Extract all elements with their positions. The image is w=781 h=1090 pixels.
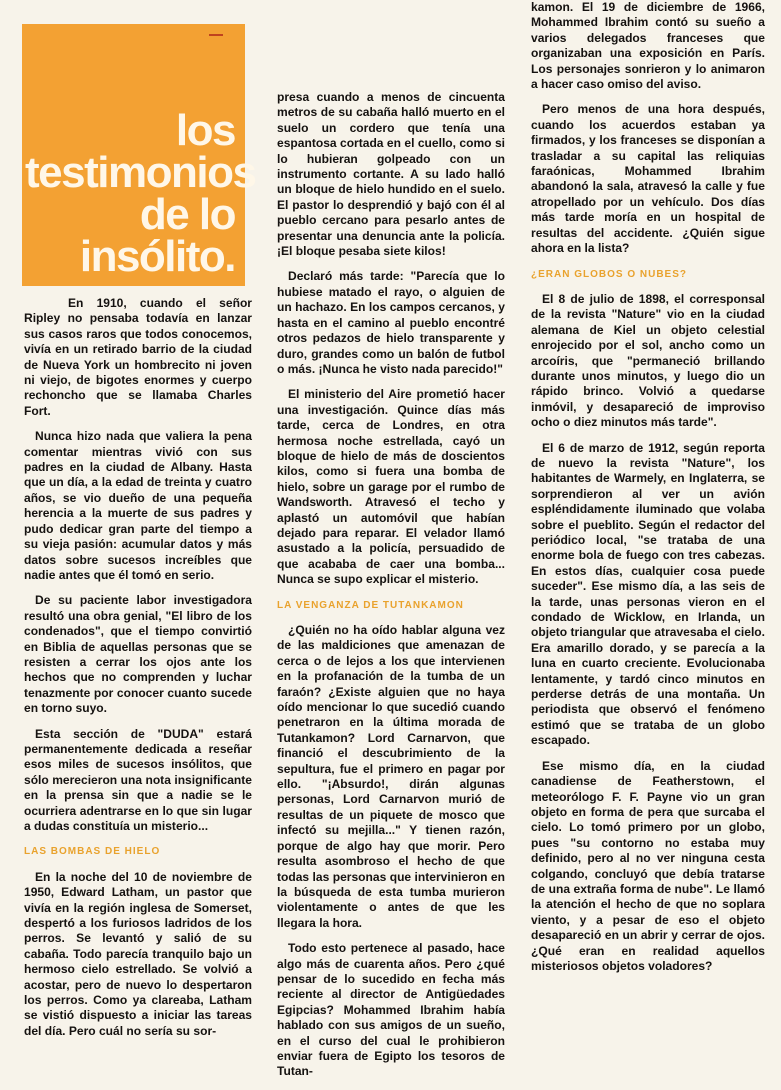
subheading-venganza-tutankamon: LA VENGANZA DE TUTANKAMON [277, 599, 464, 611]
title-accent-mark [209, 34, 223, 36]
column-1 [24, 296, 252, 1049]
subheading-globos-o-nubes: ¿ERAN GLOBOS O NUBES? [531, 268, 688, 280]
paragraph: Esta sección de "DUDA" estará permanentemente dedicada a reseñar esos miles de sucesos insólitos, que sólo merecieron una nota insignificante en la prensa sin que a nadie se le ocurriera adentrarse en lo que sin lugar a dudas constituía un misterio... [24, 726, 252, 833]
title-block [22, 24, 256, 286]
paragraph: El ministerio del Aire prometió hacer una investigación. Quince días más tarde, cerca de Londres, en otra hermosa noche estrellada, cayó un bloque de hielo de más de doscientos kilos, como si fuera una bomba de hielo, sobre un garage por el rumbo de Wandsworth. Atravesó el techo y aplastó un automóvil que habían dejado para reparar. El velador llamó asustado a la policía, persuadido de que acababa de caer una bomba... Nunca se supo explicar el misterio. [277, 387, 505, 587]
paragraph: En 1910, cuando el señor Ripley no pensaba todavía en lanzar sus casos raros que todos conocemos, vivía en un retirado barrio de la ciudad de Nueva York un hombrecito ni joven ni viejo, de bigotes enormes y cuerpo rechoncho que se llamaba Charles Fort. [24, 296, 252, 418]
paragraph: Pero menos de una hora después, cuando los acuerdos estaban ya firmados, y los franceses se disponían a trasladar a su capital las reliquias faraónicas, Mohammed Ibrahim abandonó la sala, atravesó la calle y fue atropellado por un vehículo. Dos días más tarde moría en un hospital de resultas del accidente. ¿Quién sigue ahora en la lista? [531, 102, 765, 256]
paragraph: Ese mismo día, en la ciudad canadiense de Featherstown, el meteorólogo F. F. Payne vio un gran objeto en forma de pera que surcaba el cielo. Lo tomó primero por un globo, pues "su contorno no estaba muy definido, pero al no ver ninguna cesta colgando, concluyó que debía tratarse de una extraña forma de nube". Le llamó la atención el hecho de que no soplara viento, y a pesar de eso el objeto desapareció en un abrir y cerrar de ojos. ¿Qué eran en realidad aquellos misteriosos objetos voladores? [531, 758, 765, 973]
paragraph: presa cuando a menos de cincuenta metros de su cabaña halló muerto en el suelo un cordero que tenía una espantosa cortada en el cuello, como si lo hubieran golpeado con un instrumento cortante. A su lado halló un bloque de hielo hundido en el suelo. El pastor lo desprendió y bajó con él al pueblo cercano para pesarlo antes de presentar una denuncia ante la policía. ¡El bloque pesaba siete kilos! [277, 90, 505, 259]
column-3 [531, 0, 765, 984]
paragraph: Todo esto pertenece al pasado, hace algo más de cuarenta años. Pero ¿qué pensar de lo sucedido en fecha más reciente al director de Antigüedades Egipcias? Mohammed Ibrahim había hablado con sus amigos de un sueño, en el curso del cual le prohibieron enviar fuera de Egipto los tesoros de Tutan- [277, 941, 505, 1079]
paragraph: El 6 de marzo de 1912, según reporta de nuevo la revista "Nature", los habitantes de Warmely, en Inglaterra, se sorprendieron al ver un avión espléndidamente iluminado que volaba sobre el pueblito. Según el redactor del periódico local, "se trataba de una enorme bola de fuego con tres cabezas. En estos días, cualquier cosa puede suceder". Ese mismo día, a las seis de la tarde, unas personas vieron en el condado de Wicklow, en Irlanda, un objeto triangular que atravesaba el cielo. Era amarillo dorado, y se parecía a la luna en cuarto creciente. Evolucionaba lentamente, y tardó cinco minutos en perderse detrás de una montaña. Un periodista que observó el fenómeno estimó que se trataba de un globo escapado. [531, 440, 765, 748]
paragraph: ¿Quién no ha oído hablar alguna vez de las maldiciones que amenazan de cerca o de lejos a los que intervienen en la profanación de la tumba de un faraón? ¿Existe alguien que no haya oído mencionar lo que sucedió cuando penetraron en la última morada de Tutankamon? Lord Carnarvon, que financió el descubrimiento de la sepultura, fue el primero en pagar por ello. "¡Absurdo!, dirán algunas personas, Lord Carnarvon murió de resultas de un piquete de mosco que infectó su mejilla..." Y tienen razón, porque de algo hay que morir. Pero resulta asombroso el hecho de que todas las personas que intervinieron en la búsqueda de esta tumba murieron violentamente o antes de que les llegara la hora. [277, 623, 505, 930]
paragraph: Declaró más tarde: "Parecía que lo hubiese matado el rayo, o alguien de un hachazo. En los campos cercanos, y hasta en el camino al pueblo encontré otros pedazos de hielo transparente y duro, grandes como un balón de futbol o más. ¡Nunca he visto nada parecido!" [277, 269, 505, 376]
article-title: los testimonios de lo insólito. [25, 106, 256, 281]
paragraph: De su paciente labor investigadora resultó una obra genial, "El libro de los condenados", que el tiempo convirtió en Biblia de aquellas personas que se resisten a cerrar los ojos ante los hechos que no comprenden y luchar tenazmente por conocer cuanto sucede en torno suyo. [24, 593, 252, 716]
subheading-bombas-de-hielo: LAS BOMBAS DE HIELO [24, 846, 161, 858]
paragraph: Nunca hizo nada que valiera la pena comentar mientras vivió con sus padres en la ciudad de Albany. Hasta que un día, a la edad de treinta y cuatro años, se vio dueño de una pequeña herencia a la muerte de sus padres y pudo dedicar gran parte del tiempo a su vieja pasión: acumular datos y más datos sobre sucesos increíbles que nadie antes que él tomó en serio. [24, 429, 252, 582]
paragraph: kamon. El 19 de diciembre de 1966, Mohammed Ibrahim contó su sueño a varios delegados franceses que organizaban una exposición en París. Los personajes sonrieron y lo animaron a hacer caso omiso del aviso. [531, 0, 765, 92]
paragraph: El 8 de julio de 1898, el corresponsal de la revista "Nature" vio en la ciudad alemana de Kiel un objeto celestial enrojecido por el sol, ancho como un arcoíris, que "permaneció brillando durante unos minutos, y luego dio un rápido brinco. Volvió a quedarse inmóvil, y desapareció de improviso ocho o diez minutos más tarde". [531, 291, 765, 430]
column-2 [277, 90, 505, 1090]
paragraph: En la noche del 10 de noviembre de 1950, Edward Latham, un pastor que vivía en la región inglesa de Somerset, despertó a los furiosos ladridos de los perros. Se levantó y salió de su cabaña. Todo parecía tranquilo bajo un hermoso cielo estrellado. Se volvió a acostar, pero de nuevo lo despertaron los perros. Como ya clareaba, Latham se vistió dispuesto a iniciar las tareas del día. Pero cuál no sería su sor- [24, 869, 252, 1038]
